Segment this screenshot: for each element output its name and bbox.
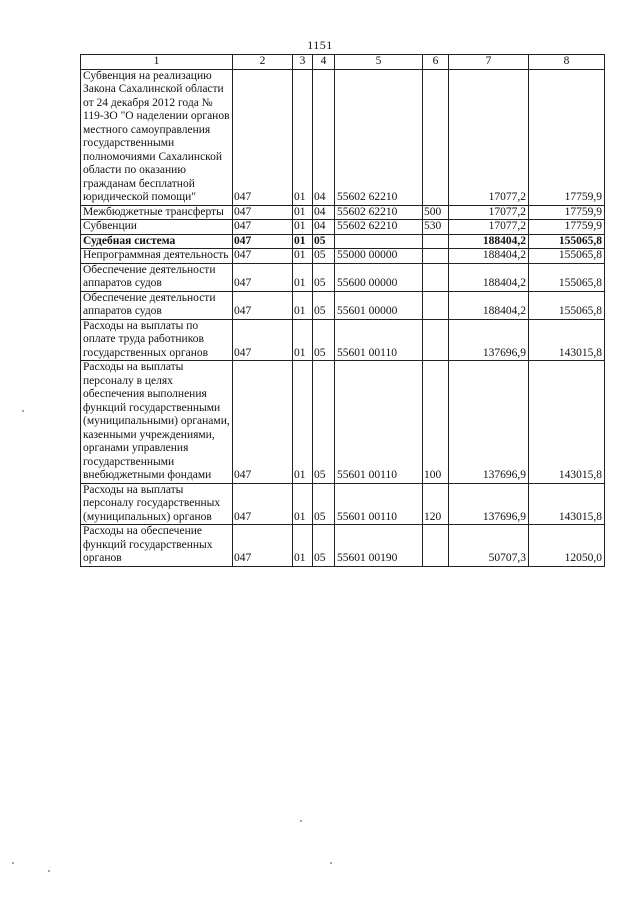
cell-sum-2021: 12050,0	[529, 525, 605, 567]
header-col-4: 4	[313, 55, 335, 70]
cell-ved: 047	[233, 69, 293, 205]
cell-rz: 01	[293, 249, 313, 264]
cell-vr	[423, 319, 449, 361]
cell-sum-2020: 188404,2	[449, 249, 529, 264]
cell-rz: 01	[293, 263, 313, 291]
cell-pr: 04	[313, 205, 335, 220]
cell-ved: 047	[233, 220, 293, 235]
cell-csr: 55600 00000	[335, 263, 423, 291]
cell-rz: 01	[293, 234, 313, 249]
header-col-2: 2	[233, 55, 293, 70]
cell-pr: 05	[313, 525, 335, 567]
cell-sum-2021: 155065,8	[529, 263, 605, 291]
table-row	[81, 69, 605, 205]
cell-ved: 047	[233, 525, 293, 567]
cell-csr: 55602 62210	[335, 220, 423, 235]
cell-csr: 55000 00000	[335, 249, 423, 264]
scan-speck	[22, 410, 24, 412]
header-col-6: 6	[423, 55, 449, 70]
cell-csr	[335, 234, 423, 249]
cell-sum-2021: 17759,9	[529, 205, 605, 220]
cell-sum-2020: 17077,2	[449, 69, 529, 205]
cell-vr	[423, 291, 449, 319]
cell-csr: 55601 00110	[335, 483, 423, 525]
cell-rz: 01	[293, 205, 313, 220]
header-col-5: 5	[335, 55, 423, 70]
cell-pr: 05	[313, 361, 335, 484]
cell-sum-2020: 17077,2	[449, 220, 529, 235]
cell-name: Расходы на выплаты персоналу государственных (муниципальных) органов	[81, 483, 233, 525]
scan-speck	[300, 820, 302, 822]
table-row	[81, 263, 605, 291]
cell-vr: 100	[423, 361, 449, 484]
header-row	[81, 55, 605, 70]
header-col-1: 1	[81, 55, 233, 70]
cell-name: Расходы на выплаты персоналу в целях обеспечения выполнения функций государственными (муниципальными) органами, казенными учреждениями, органами управления государственными внебюджетными фондами	[81, 361, 233, 484]
table-row	[81, 483, 605, 525]
cell-vr: 120	[423, 483, 449, 525]
cell-vr	[423, 234, 449, 249]
cell-sum-2021: 143015,8	[529, 319, 605, 361]
cell-csr: 55602 62210	[335, 205, 423, 220]
cell-csr: 55601 00110	[335, 361, 423, 484]
cell-name: Межбюджетные трансферты	[81, 205, 233, 220]
table-row	[81, 234, 605, 249]
cell-csr: 55601 00000	[335, 291, 423, 319]
cell-rz: 01	[293, 525, 313, 567]
cell-pr: 05	[313, 291, 335, 319]
cell-sum-2021: 17759,9	[529, 69, 605, 205]
cell-rz: 01	[293, 291, 313, 319]
cell-name: Расходы на выплаты по оплате труда работников государственных органов	[81, 319, 233, 361]
cell-sum-2020: 188404,2	[449, 263, 529, 291]
scan-speck	[330, 862, 332, 864]
cell-sum-2020: 188404,2	[449, 234, 529, 249]
table-row	[81, 525, 605, 567]
cell-sum-2020: 137696,9	[449, 361, 529, 484]
budget-table	[80, 54, 605, 567]
cell-pr: 05	[313, 319, 335, 361]
cell-sum-2021: 17759,9	[529, 220, 605, 235]
cell-pr: 05	[313, 234, 335, 249]
cell-rz: 01	[293, 483, 313, 525]
cell-vr: 530	[423, 220, 449, 235]
scan-speck	[48, 870, 50, 872]
table-row	[81, 361, 605, 484]
cell-sum-2020: 50707,3	[449, 525, 529, 567]
cell-vr	[423, 249, 449, 264]
scan-speck	[12, 862, 14, 864]
cell-sum-2020: 137696,9	[449, 483, 529, 525]
cell-pr: 04	[313, 220, 335, 235]
cell-vr	[423, 263, 449, 291]
cell-vr	[423, 69, 449, 205]
cell-ved: 047	[233, 263, 293, 291]
table-row	[81, 319, 605, 361]
cell-sum-2020: 137696,9	[449, 319, 529, 361]
cell-rz: 01	[293, 319, 313, 361]
cell-sum-2020: 17077,2	[449, 205, 529, 220]
header-col-7: 7	[449, 55, 529, 70]
cell-csr: 55602 62210	[335, 69, 423, 205]
cell-name: Расходы на обеспечение функций государственных органов	[81, 525, 233, 567]
cell-ved: 047	[233, 361, 293, 484]
cell-sum-2021: 143015,8	[529, 361, 605, 484]
cell-rz: 01	[293, 220, 313, 235]
cell-ved: 047	[233, 483, 293, 525]
table-row	[81, 205, 605, 220]
page-number: 1151	[307, 38, 333, 52]
header-col-8: 8	[529, 55, 605, 70]
cell-ved: 047	[233, 249, 293, 264]
cell-name: Субвенции	[81, 220, 233, 235]
cell-vr	[423, 525, 449, 567]
cell-name: Непрограммная деятельность	[81, 249, 233, 264]
cell-pr: 04	[313, 69, 335, 205]
cell-ved: 047	[233, 319, 293, 361]
cell-csr: 55601 00190	[335, 525, 423, 567]
cell-sum-2021: 155065,8	[529, 234, 605, 249]
cell-rz: 01	[293, 69, 313, 205]
table-row	[81, 220, 605, 235]
cell-sum-2021: 155065,8	[529, 291, 605, 319]
cell-ved: 047	[233, 205, 293, 220]
cell-pr: 05	[313, 483, 335, 525]
cell-pr: 05	[313, 249, 335, 264]
cell-pr: 05	[313, 263, 335, 291]
cell-csr: 55601 00110	[335, 319, 423, 361]
table-body	[81, 69, 605, 566]
cell-sum-2020: 188404,2	[449, 291, 529, 319]
table-row	[81, 291, 605, 319]
cell-rz: 01	[293, 361, 313, 484]
cell-sum-2021: 155065,8	[529, 249, 605, 264]
cell-sum-2021: 143015,8	[529, 483, 605, 525]
header-col-3: 3	[293, 55, 313, 70]
cell-name: Судебная система	[81, 234, 233, 249]
cell-name: Обеспечение деятельности аппаратов судов	[81, 291, 233, 319]
table-row	[81, 249, 605, 264]
cell-name: Субвенция на реализацию Закона Сахалинской области от 24 декабря 2012 года № 119-ЗО "О наделении органов местного самоуправления государственными полномочиями Сахалинской области по оказанию гражданам бесплатной юридической помощи"	[81, 69, 233, 205]
cell-name: Обеспечение деятельности аппаратов судов	[81, 263, 233, 291]
cell-ved: 047	[233, 291, 293, 319]
cell-vr: 500	[423, 205, 449, 220]
cell-ved: 047	[233, 234, 293, 249]
